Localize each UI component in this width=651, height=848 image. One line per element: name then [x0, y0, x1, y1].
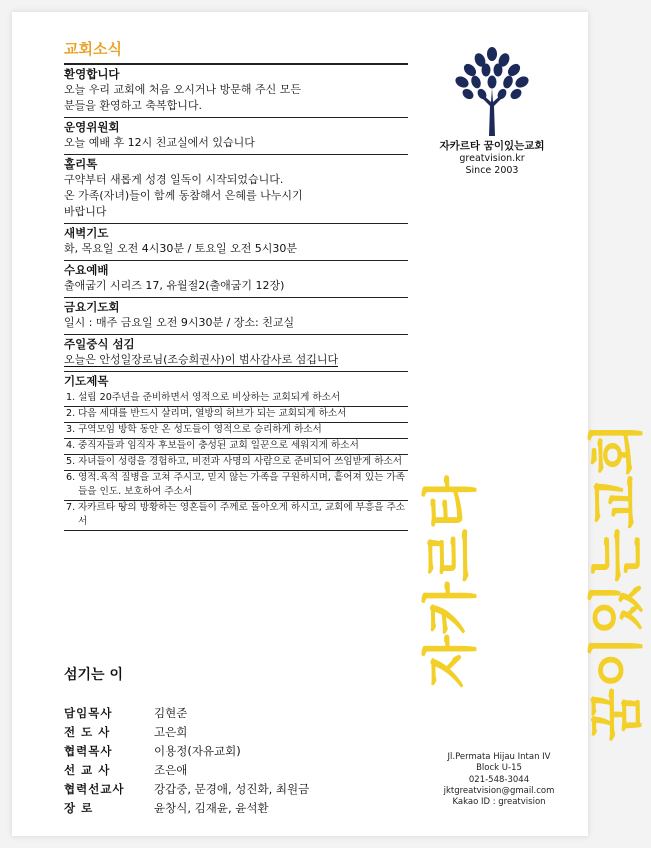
server-role: 협력목사 [64, 744, 113, 758]
server-names: 이용정(자유교회) [154, 744, 241, 758]
news-item-head: 환영합니다 [64, 67, 120, 81]
prayer-text: 자녀들이 성령을 경험하고, 비전과 사명의 사람으로 준비되어 쓰임받게 하소서 [78, 456, 403, 467]
prayer-item [64, 423, 408, 439]
news-item-head: 새벽기도 [64, 226, 109, 240]
server-role: 장 로 [64, 801, 94, 815]
news-line: 오늘 우리 교회에 처음 오시거나 방문해 주신 모든 [64, 83, 301, 96]
server-names: 강갑중, 문경애, 성진화, 최원금 [154, 782, 310, 796]
server-row [64, 704, 408, 723]
church-since: Since 2003 [465, 165, 519, 176]
vertical-church-title [418, 422, 649, 742]
server-role: 선 교 사 [64, 763, 111, 777]
prayer-text: 자카르타 땅의 방황하는 영혼들이 주께로 돌아오게 하시고, 교회에 부흥을 주소서 [78, 502, 406, 527]
prayer-text: 다음 세대를 반드시 살리며, 열방의 허브가 되는 교회되게 하소서 [78, 408, 347, 419]
prayer-title: 기도제목 [64, 374, 109, 388]
server-role: 협력선교사 [64, 782, 125, 796]
news-item-head: 홀리톡 [64, 157, 98, 171]
news-line: 바랍니다 [64, 205, 107, 218]
prayer-text: 영적.육적 질병을 고쳐 주시고, 믿지 않는 가족을 구원하시며, 흩어져 있는 가족들을 인도. 보호하여 주소서 [78, 472, 405, 497]
server-names: 조은애 [154, 763, 188, 777]
news-item-friday [64, 298, 408, 335]
prayer-number: 2. [66, 408, 76, 419]
bulletin-page [12, 12, 649, 836]
prayer-number: 4. [66, 440, 76, 451]
server-names: 고은희 [154, 725, 188, 739]
prayer-number: 3. [66, 424, 76, 435]
address-email: jktgreatvision@gmail.com [443, 785, 555, 796]
prayer-item [64, 439, 408, 455]
news-item-body [64, 172, 408, 220]
tree-icon [450, 44, 534, 136]
prayer-text: 설립 20주년을 준비하면서 영적으로 비상하는 교회되게 하소서 [78, 392, 341, 403]
news-item-body [64, 241, 408, 257]
news-line: 오늘 예배 후 12시 친교실에서 있습니다 [64, 136, 255, 149]
news-line: 구약부터 새롭게 성경 일독이 시작되었습니다. [64, 173, 284, 186]
news-line: 온 가족(자녀)들이 함께 동참해서 은혜를 나누시기 [64, 189, 303, 202]
prayer-number: 5. [66, 456, 76, 467]
server-role: 전 도 사 [64, 725, 111, 739]
prayer-number: 6. [66, 472, 76, 483]
server-names: 김현준 [154, 706, 188, 720]
news-title: 교회소식 [64, 38, 408, 65]
server-row [64, 761, 408, 780]
news-item-committee [64, 118, 408, 155]
server-row [64, 723, 408, 742]
server-row [64, 742, 408, 761]
news-item-body [64, 315, 408, 331]
prayer-text: 구역모임 방학 동안 온 성도들이 영적으로 승리하게 하소서 [78, 424, 322, 435]
news-item-body [64, 82, 408, 114]
prayer-text: 중직자들과 임직자 후보들이 충성된 교회 일꾼으로 세워지게 하소서 [78, 440, 359, 451]
news-line: 일시 : 매주 금요일 오전 9시30분 / 장소: 친교실 [64, 316, 295, 329]
prayer-item [64, 455, 408, 471]
news-item-head: 수요예배 [64, 263, 109, 277]
prayer-section [64, 372, 408, 531]
news-line: 출애굽기 시리즈 17, 유월절2(출애굽기 12장) [64, 279, 285, 292]
news-item-head: 금요기도회 [64, 300, 120, 314]
server-row [64, 780, 408, 799]
address-kakao: Kakao ID : greatvision [452, 797, 546, 808]
news-item-body [64, 135, 408, 151]
news-item-body [64, 352, 408, 368]
news-column [64, 38, 408, 531]
prayer-item [64, 471, 408, 501]
address-phone: 021-548-3044 [468, 774, 530, 785]
news-line: 화, 목요일 오전 4시30분 / 토요일 오전 5시30분 [64, 242, 298, 255]
church-logo [417, 44, 567, 177]
server-names: 윤창식, 김재윤, 윤석환 [154, 801, 269, 815]
server-role: 담임목사 [64, 706, 113, 720]
address-line: Block U-15 [476, 763, 522, 774]
news-line: 분들을 환영하고 축복합니다. [64, 99, 203, 112]
prayer-item [64, 501, 408, 531]
address-line: Jl.Permata Hijau Intan IV [447, 752, 551, 762]
news-item-body [64, 278, 408, 294]
servers-title: 섬기는 이 [64, 667, 123, 683]
news-item-lunch [64, 335, 408, 372]
church-website: greatvision.kr [459, 153, 525, 164]
prayer-list [64, 391, 408, 531]
news-item-welcome [64, 65, 408, 118]
news-item-holytalk [64, 155, 408, 224]
news-item-head: 주일중식 섬김 [64, 337, 135, 351]
prayer-item [64, 391, 408, 407]
church-name: 자카르타 꿈이있는교회 [439, 140, 545, 152]
news-line: 오늘은 안성일장로님(조승희권사)이 범사감사로 섬깁니다 [64, 353, 339, 366]
server-row [64, 799, 408, 818]
vertical-title-line1: 자카르타 [418, 475, 483, 689]
prayer-number: 1. [66, 392, 76, 403]
prayer-number: 7. [66, 502, 76, 513]
servers-section [64, 664, 408, 818]
news-item-dawn-prayer [64, 224, 408, 261]
vertical-title-line2: 꿈이있는교회 [584, 422, 649, 742]
news-item-wednesday [64, 261, 408, 298]
church-address [424, 752, 574, 808]
prayer-item [64, 407, 408, 423]
news-item-head: 운영위원회 [64, 120, 120, 134]
